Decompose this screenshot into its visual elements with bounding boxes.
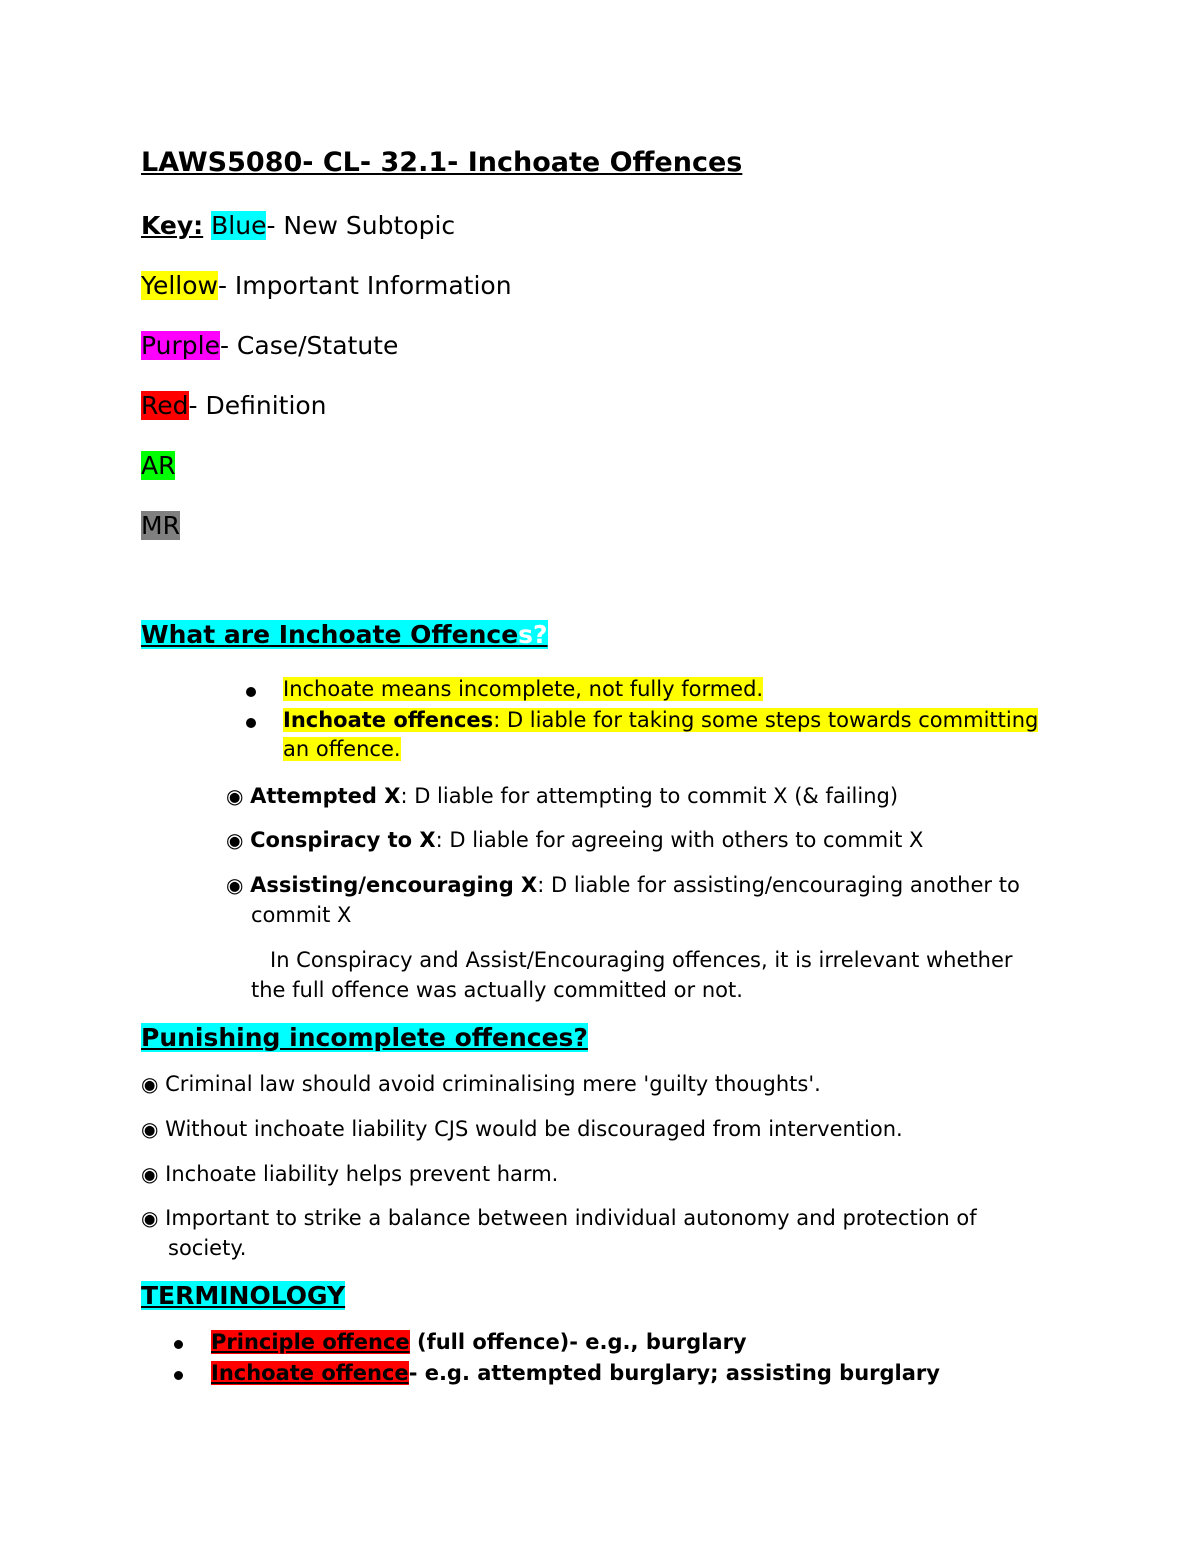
radio-circle-icon: ◉ <box>226 784 244 808</box>
section-heading-punishing: Punishing incomplete offences? <box>141 1023 588 1052</box>
bullet-text: : D liable for taking some steps towards committing <box>493 708 1039 732</box>
term-label: Principle offence <box>211 1330 410 1354</box>
item-text: Without inchoate liability CJS would be discouraged from intervention. <box>165 1117 903 1141</box>
item-text: : D liable for agreeing with others to commit X <box>435 828 924 852</box>
key-desc-blue: - New Subtopic <box>266 211 456 240</box>
item-text: Criminal law should avoid criminalising mere 'guilty thoughts'. <box>165 1072 821 1096</box>
item-bold: Conspiracy to X <box>250 828 436 852</box>
radio-circle-icon: ◉ <box>141 1117 159 1141</box>
term-desc: (full offence)- e.g., burglary <box>409 1330 747 1354</box>
section-heading-what-are <box>141 620 548 649</box>
key-label: Key: <box>141 211 204 240</box>
item-text: : D liable for attempting to commit X (& failing) <box>400 784 899 808</box>
list-item <box>243 708 1038 732</box>
key-word-ar: AR <box>141 451 176 480</box>
item-continuation: commit X <box>251 903 352 927</box>
bullet-bold: Inchoate offences <box>283 708 494 732</box>
key-desc-red: - Definition <box>188 391 327 420</box>
key-desc-yellow: - Important Information <box>217 271 512 300</box>
bullet-text: Inchoate means incomplete, not fully formed. <box>283 677 764 701</box>
key-word-yellow: Yellow <box>141 271 218 300</box>
key-row-mr <box>141 511 180 540</box>
list-item <box>141 1072 821 1096</box>
bullet-dot-icon <box>174 1340 183 1349</box>
section-heading-terminology: TERMINOLOGY <box>141 1281 346 1310</box>
term-desc: - e.g. attempted burglary; assisting burglary <box>408 1361 940 1385</box>
page-title: LAWS5080- CL- 32.1- Inchoate Offences <box>141 147 743 178</box>
note-line: In Conspiracy and Assist/Encouraging offences, it is irrelevant whether <box>270 948 1013 972</box>
item-text: Inchoate liability helps prevent harm. <box>165 1162 559 1186</box>
key-word-purple: Purple <box>141 331 220 360</box>
key-row-yellow <box>141 271 512 300</box>
key-row-ar <box>141 451 175 480</box>
heading-main: What are Inchoate Offence <box>141 620 519 649</box>
bullet-dot-icon <box>174 1371 183 1380</box>
list-item <box>141 1162 558 1186</box>
key-word-red: Red <box>141 391 189 420</box>
radio-circle-icon: ◉ <box>141 1162 159 1186</box>
list-item <box>141 1117 903 1141</box>
list-item <box>174 1330 747 1354</box>
bullet-dot-icon <box>246 687 256 697</box>
item-bold: Assisting/encouraging X <box>250 873 538 897</box>
item-bold: Attempted X <box>250 784 401 808</box>
list-item <box>174 1361 940 1385</box>
item-text: Important to strike a balance between individual autonomy and protection of <box>165 1206 977 1230</box>
bullet-dot-icon <box>246 718 256 728</box>
key-desc-purple: - Case/Statute <box>219 331 399 360</box>
radio-circle-icon: ◉ <box>226 873 244 897</box>
key-word-blue: Blue <box>211 211 267 240</box>
radio-circle-icon: ◉ <box>226 828 244 852</box>
list-item <box>243 677 763 701</box>
list-item <box>226 828 923 852</box>
heading-tail: s? <box>518 620 548 649</box>
key-row-red <box>141 391 327 420</box>
key-row-blue <box>141 211 455 240</box>
radio-circle-icon: ◉ <box>141 1072 159 1096</box>
note-line: the full offence was actually committed or not. <box>251 978 743 1002</box>
key-word-mr: MR <box>141 511 180 540</box>
list-item <box>226 873 1020 897</box>
list-item <box>141 1206 977 1230</box>
term-label: Inchoate offence <box>211 1361 409 1385</box>
item-text: : D liable for assisting/encouraging another to <box>537 873 1020 897</box>
bullet-continuation: an offence. <box>283 737 401 761</box>
radio-circle-icon: ◉ <box>141 1206 159 1230</box>
item-continuation: society. <box>168 1236 247 1260</box>
key-row-purple <box>141 331 398 360</box>
list-item <box>226 784 898 808</box>
